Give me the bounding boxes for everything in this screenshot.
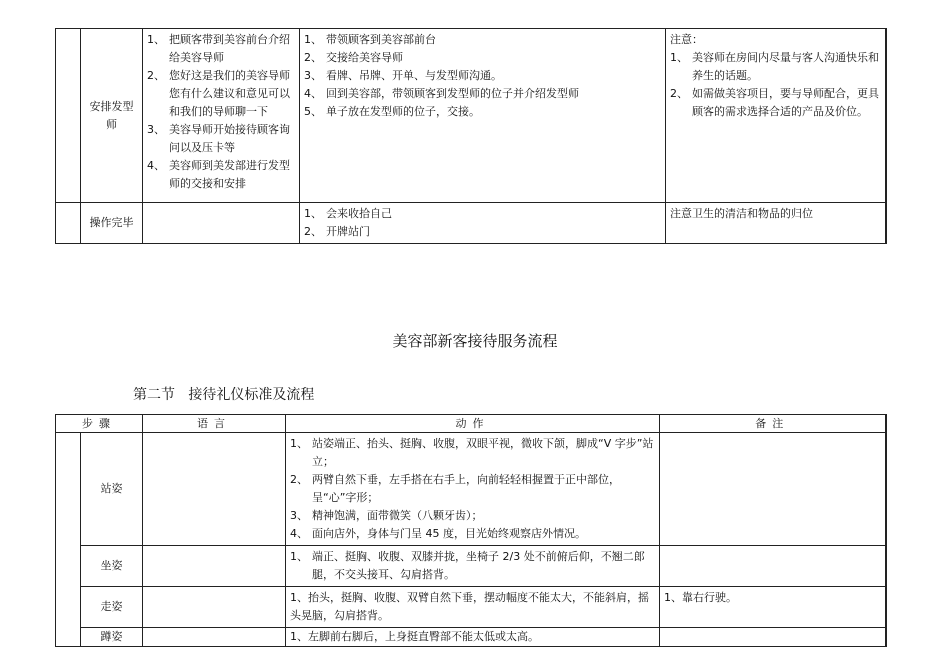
table-header-row (56, 415, 886, 433)
list-item: 2、 您好这是我们的美容导师您有什么建议和意见可以和我们的导师聊一下 (147, 69, 290, 118)
language-cell (143, 203, 300, 244)
table-row (56, 433, 886, 546)
note-cell (666, 203, 886, 244)
note-list (670, 49, 881, 121)
action-list (304, 31, 661, 121)
note-cell (660, 433, 886, 546)
table-row (56, 203, 886, 244)
header-language: 语言 (143, 415, 286, 433)
note-cell (666, 29, 886, 203)
list-item: 4、 回到美容部，带领顾客到发型师的位子并介绍发型师 (304, 87, 579, 100)
top-procedure-table (55, 28, 887, 244)
action-cell (286, 546, 660, 587)
note-text: 注意卫生的清洁和物品的归位 (670, 207, 813, 220)
blank-cell (56, 29, 81, 203)
step-label: 操作完毕 (89, 216, 134, 229)
list-item: 2、 交接给美容导师 (304, 51, 403, 64)
list-item: 1、 把顾客带到美容前台介绍给美容导师 (147, 33, 290, 64)
step-label: 安排发型师 (89, 99, 134, 131)
step-label: 走姿 (100, 600, 123, 613)
etiquette-table (55, 414, 887, 647)
table-row (56, 29, 886, 203)
list-item: 1、 会来收拾自己 (304, 207, 392, 220)
action-list (304, 205, 661, 241)
action-cell (286, 628, 660, 647)
section-title: 第二节 接待礼仪标准及流程 (133, 387, 315, 403)
list-item: 1、 美容师在房间内尽量与客人沟通快乐和养生的话题。 (670, 51, 879, 82)
step-cell (81, 203, 143, 244)
header-note: 备注 (660, 415, 886, 433)
list-item: 5、 单子放在发型师的位子，交接。 (304, 105, 480, 118)
list-item: 1、 站姿端正、抬头、挺胸、收腹，双眼平视，微收下颌，脚成“V 字步”站立； (290, 437, 654, 468)
list-item: 2、 两臂自然下垂，左手搭在右手上，向前轻轻相握置于正中部位，呈“心”字形； (290, 473, 620, 504)
list-item: 2、 开牌站门 (304, 225, 370, 238)
language-cell (143, 628, 286, 647)
language-cell (143, 546, 286, 587)
step-cell (81, 433, 143, 546)
header-step: 步骤 (56, 415, 143, 433)
action-list (290, 548, 655, 584)
action-cell (286, 587, 660, 628)
list-item: 3、 美容导师开始接待顾客询问以及压卡等 (147, 123, 290, 154)
step-cell (81, 546, 143, 587)
step-cell (81, 29, 143, 203)
list-item: 1、 端正、挺胸、收腹、双膝并拢，坐椅子 2/3 处不前俯后仰，不翘二郎腿，不交头接耳、勾肩搭背。 (290, 550, 645, 581)
list-item: 3、 看牌、吊牌、开单、与发型师沟通。 (304, 69, 502, 82)
step-cell (81, 587, 143, 628)
blank-cell (56, 203, 81, 244)
list-item: 3、 精神饱满，面带微笑（八颗牙齿）； (290, 509, 483, 522)
action-cell (300, 29, 666, 203)
note-cell (660, 628, 886, 647)
step-label: 站姿 (100, 482, 123, 495)
note-cell (660, 546, 886, 587)
step-label: 蹲姿 (100, 630, 123, 643)
table-row (56, 628, 886, 647)
language-list (147, 31, 295, 193)
action-text: 1、左脚前右脚后，上身挺直臀部不能太低或太高。 (290, 630, 539, 643)
table-row (56, 546, 886, 587)
language-cell (143, 433, 286, 546)
note-heading: 注意： (670, 33, 703, 46)
blank-cell (56, 433, 81, 647)
action-text: 1、抬头，挺胸、收腹、双臂自然下垂，摆动幅度不能太大，不能斜肩，摇头晃脑，勾肩搭背。 (290, 591, 649, 622)
step-cell (81, 628, 143, 647)
language-cell (143, 587, 286, 628)
language-cell (143, 29, 300, 203)
step-label: 坐姿 (100, 559, 123, 572)
list-item: 1、 带领顾客到美容部前台 (304, 33, 436, 46)
table-row (56, 587, 886, 628)
list-item: 2、 如需做美容项目，要与导师配合，更具顾客的需求选择合适的产品及价位。 (670, 87, 879, 118)
action-cell (286, 433, 660, 546)
note-cell (660, 587, 886, 628)
action-list (290, 435, 655, 543)
note-text: 1、靠右行驶。 (664, 591, 737, 604)
list-item: 4、 美容师到美发部进行发型师的交接和安排 (147, 159, 290, 190)
header-action: 动作 (286, 415, 660, 433)
list-item: 4、 面向店外，身体与门呈 45 度，目光始终观察店外情况。 (290, 527, 586, 540)
document-title: 美容部新客接待服务流程 (392, 332, 558, 350)
action-cell (300, 203, 666, 244)
